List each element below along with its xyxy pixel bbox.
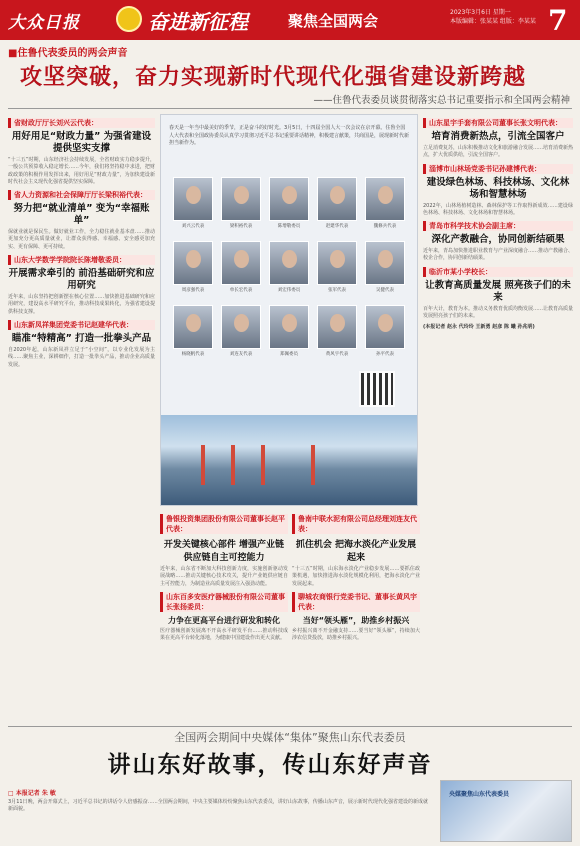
bottom-photo xyxy=(440,780,572,842)
portrait-caption: 梁积裕代表 xyxy=(229,224,253,229)
article-item xyxy=(423,164,573,218)
article-item xyxy=(423,221,573,263)
portrait-caption: 孙平代表 xyxy=(376,352,394,357)
portrait-photo xyxy=(173,305,213,349)
page-number: 7 xyxy=(548,4,568,37)
article-body: 3月11日晚，两会开幕式上，习近平总书记的讲话令人倍感振奋……全国两会期间，中央主要媒体纷纷聚焦山东代表委员，讲好山东故事，传播山东声音，展示新时代现代化强省建设的新成就新面貌。 xyxy=(8,799,428,813)
speaker-label: 临沂市某小学校长： xyxy=(423,267,573,277)
article-title: 建设绿色林场、科技林场、文化林场和智慧林场 xyxy=(426,176,570,200)
portrait-caption: 张军代表 xyxy=(328,288,346,293)
section-name: 聚焦全国两会 xyxy=(288,12,379,30)
portrait-photo xyxy=(221,177,261,221)
article-title: 开展需求牵引的 前沿基础研究和应用研究 xyxy=(8,268,155,292)
right-column xyxy=(423,114,573,722)
portrait-photo xyxy=(221,305,261,349)
portrait-photo xyxy=(317,305,357,349)
article-body: 立足消费复苏，山东积极推动文化和旅游融合发展……培育消费新热点，扩大优质供给，引流全国客户。 xyxy=(423,145,573,159)
portrait-caption: 魏修兵代表 xyxy=(373,224,397,229)
masthead-slogan: 奋进新征程 xyxy=(148,10,248,34)
portrait-photo xyxy=(317,177,357,221)
crane-shape xyxy=(231,445,235,485)
subheadline: ——住鲁代表委员谈贯彻落实总书记重要指示和全国两会精神 xyxy=(313,95,570,106)
port-photo xyxy=(161,415,417,505)
article-item xyxy=(8,255,155,316)
article-title: 当好“领头雁”，助推乡村振兴 xyxy=(302,615,410,625)
portrait-photo xyxy=(269,177,309,221)
article-title: 努力把“就业清单” 变为“幸福账单” xyxy=(13,203,150,227)
divider xyxy=(8,726,572,727)
article-title: 瞄准“特精高” 打造一批拳头产品 xyxy=(11,332,152,344)
article-body: “十三五”时期，山东经济社会持续发展，全省财政实力稳步提升，一般公共预算收入稳定增长……今年，我们将坚持稳中求进，把财政政策的积极作用发挥出来，用好用足“财政力量”，为加快建设新时代社会主义现代化强省提供坚实保障。 xyxy=(8,157,155,185)
article-item xyxy=(423,267,573,321)
portrait-caption: 杨晓帆代表 xyxy=(181,352,205,357)
article-body: 自2020年起，山东新凤祥立足于“小空间”，以专业化发展为主线……聚焦主业，深耕细作，打造一批拳头产品，推动企业高质量发展。 xyxy=(8,346,155,368)
left-column xyxy=(8,114,155,722)
article-title: 力争在更高平台进行研发和转化 xyxy=(168,615,280,625)
reporter-credits: (本报记者 赵永 代玲玲 王新勇 赵彦 陈 曦 孙兆明) xyxy=(423,324,535,331)
speaker-label: 聊城农商银行党委书记、董事长黄风宇代表： xyxy=(292,592,420,612)
speaker-label: 鲁南中联水泥有限公司总经理刘连友代表： xyxy=(292,514,420,534)
portrait-photo xyxy=(365,241,405,285)
article-body: “十三五”时期，山东海水淡化产业稳步发展……要抓住政策机遇，加快推进海水淡化规模化利用，把海水淡化产业发展起来。 xyxy=(292,566,420,587)
bottom-article xyxy=(8,788,428,842)
newspaper-logo: 大众日报 xyxy=(8,13,80,33)
bottom-headline: 讲山东好故事，传山东好声音 xyxy=(107,752,433,778)
portrait-photo xyxy=(317,241,357,285)
article-body: 近年来，山东坚持把创新摆在核心位置……加快推进基础研究和应用研究，建设高水平研究平台，推动科技成果转化，为强省建设提供科技支撑。 xyxy=(8,294,155,315)
main-headline: 攻坚突破，奋力实现新时代现代化强省建设新跨越 xyxy=(20,65,527,90)
speaker-label: 山东星宇手套有限公司董事长张文明代表： xyxy=(423,118,573,128)
article-body: 乡村振兴离不开金融支持……要当好“领头雁”，持续加大涉农信贷投放，助推乡村振兴。 xyxy=(292,627,420,642)
article-title: 深化产教融合，协同创新结硕果 xyxy=(431,234,565,246)
portrait-caption: 吴健代表 xyxy=(376,288,394,293)
portrait-photo xyxy=(173,177,213,221)
speaker-label: 青岛市科学技术协会副主席： xyxy=(423,221,573,231)
portrait-photo xyxy=(173,241,213,285)
article-body: 百年大计，教育为本。推动义务教育优质均衡发展……让教育高质量发展照亮孩子们的未来。 xyxy=(423,305,573,320)
masthead xyxy=(0,0,580,40)
portrait-photo xyxy=(269,305,309,349)
article-item xyxy=(8,118,155,186)
portrait-photo xyxy=(365,177,405,221)
portrait-caption: 周彦强代表 xyxy=(181,288,205,293)
portrait-caption: 刘连友代表 xyxy=(229,352,253,357)
bottom-kicker: 全国两会期间中央媒体“集体”聚焦山东代表委员 xyxy=(174,731,406,744)
headline-kicker: ■住鲁代表委员的两会声音 xyxy=(8,48,128,59)
crane-shape xyxy=(201,445,205,485)
qr-code-icon[interactable] xyxy=(359,371,395,407)
article-body: 医疗器械创新发展离不开高水平研发平台……推动科技成果在更高平台转化落地，为健康中国建设作出更大贡献。 xyxy=(160,627,288,642)
editor-line: 本版编辑：张某某 组版：李某某 xyxy=(450,18,536,25)
speaker-label: 淄博市山林场党委书记孙建博代表： xyxy=(423,164,573,174)
article-title: 用好用足“财政力量” 为强省建设提供坚实支撑 xyxy=(11,131,152,154)
photo-caption: 央媒聚焦山东代表委员 xyxy=(449,791,510,798)
article-body: 近年来，青岛加快推进职业教育与产业深度融合……推动产教融合、校企合作，协同创新结硕果。 xyxy=(423,248,573,262)
article-title: 让教育高质量发展 照亮孩子们的未来 xyxy=(425,279,571,303)
divider xyxy=(8,108,572,109)
speaker-label: 山东新凤祥集团党委书记赵建华代表： xyxy=(8,320,155,330)
article-item xyxy=(423,118,573,160)
portrait-panel xyxy=(160,114,418,506)
article-title: 开发关键核心部件 增强产业链供应链自主可控能力 xyxy=(163,540,285,563)
article-item xyxy=(8,320,155,369)
article-body: 近年来，山东省不断加大科技创新力度，实施创新驱动发展战略……推动关键核心技术攻关，提升产业链供应链自主可控能力，为制造业高质量发展注入强劲动能。 xyxy=(160,566,288,587)
crane-shape xyxy=(311,445,315,485)
article-item xyxy=(8,190,155,251)
speaker-label: 鲁银投资集团股份有限公司董事长赵平代表： xyxy=(160,514,288,534)
portrait-caption: 刘宏伟委员 xyxy=(277,288,301,293)
article-title: 培育消费新热点，引流全国客户 xyxy=(431,131,565,142)
center-column-2 xyxy=(292,510,420,720)
portrait-caption: 陈增敬委员 xyxy=(277,224,301,229)
portrait-caption: 刘兴云代表 xyxy=(181,224,205,229)
article-body: 保就业就是保民生。做好就业工作，全力稳住就业基本盘……推动更加充分更高质量就业，让群众获得感、幸福感、安全感更加充实、更有保障、更可持续。 xyxy=(8,229,155,250)
portrait-caption: 郑佩委员 xyxy=(280,352,298,357)
speaker-label: 山东大学数学学院院长陈增敬委员： xyxy=(8,255,155,265)
portrait-photo xyxy=(221,241,261,285)
article-body: 2022年，山林场植树造林、森林保护等工作取得新成效……建设绿色林场、科技林场、文化林场和智慧林场。 xyxy=(423,202,573,216)
portrait-photo xyxy=(365,305,405,349)
panel-intro: 春天是一年当中最美好的季节，正是奋斗的好时光。3月5日，十四届全国人大一次会议在京开幕。住鲁全国人大代表和全国政协委员认真学习贯彻习近平总书记重要讲话精神，积极建言献策，共商国是，展现新时代新担当新作为。 xyxy=(169,125,410,146)
portrait-caption: 赵建华代表 xyxy=(325,224,349,229)
portrait-caption: 黄风宇代表 xyxy=(325,352,349,357)
portrait-photo xyxy=(269,241,309,285)
speaker-label: 省财政厅厅长刘兴云代表： xyxy=(8,118,155,128)
speaker-label: 山东百多安医疗器械股份有限公司董事长张扬委员： xyxy=(160,592,288,612)
date-line: 2023年3月6日 星期一 xyxy=(450,9,511,16)
article-title: 抓住机会 把海水淡化产业发展起来 xyxy=(295,540,417,563)
reporter-byline: □ 本报记者 朱 敏 xyxy=(8,790,56,797)
crane-shape xyxy=(261,445,265,485)
emblem-icon xyxy=(116,6,142,32)
date-info xyxy=(450,8,536,26)
center-column-1 xyxy=(160,510,288,720)
portrait-caption: 单长宏代表 xyxy=(229,288,253,293)
speaker-label: 省人力资源和社会保障厅厅长梁积裕代表： xyxy=(8,190,155,200)
